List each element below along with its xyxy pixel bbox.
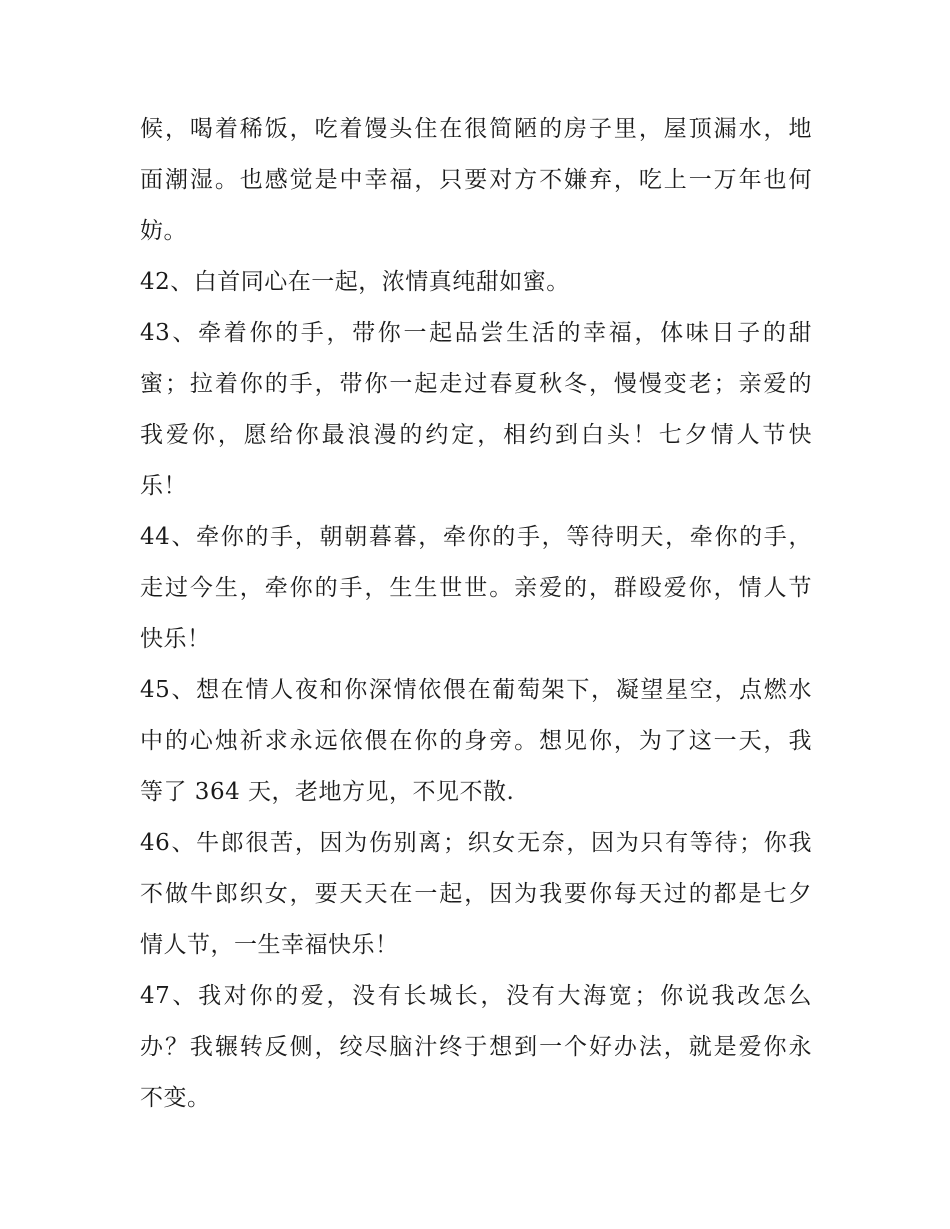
text-line: 44、牵你的手，朝朝暮暮，牵你的手，等待明天，牵你的手， (140, 524, 812, 550)
text-line: 不变。 (140, 1085, 211, 1111)
text-line: 中的心烛祈求永远依偎在你的身旁。想见你，为了这一天，我 (140, 728, 812, 754)
document-body (140, 104, 812, 1124)
text-line: 快乐！ (140, 626, 211, 652)
text-line: 办？我辗转反侧，绞尽脑汁终于想到一个好办法，就是爱你永 (140, 1034, 812, 1060)
text-line: 面潮湿。也感觉是中幸福，只要对方不嫌弃，吃上一万年也何 (140, 167, 812, 193)
text-line: 不做牛郎织女，要天天在一起，因为我要你每天过的都是七夕 (140, 881, 812, 907)
text-line: 乐！ (140, 473, 187, 499)
text-line: 47、我对你的爱，没有长城长，没有大海宽；你说我改怎么 (140, 983, 812, 1009)
text-line: 46、牛郎很苦，因为伤别离；织女无奈，因为只有等待；你我 (140, 830, 812, 856)
text-line: 候，喝着稀饭，吃着馒头住在很简陋的房子里，屋顶漏水，地 (140, 116, 812, 142)
text-line: 45、想在情人夜和你深情依偎在葡萄架下，凝望星空，点燃水 (140, 677, 812, 703)
text-line: 妨。 (140, 218, 187, 244)
text-line: 43、牵着你的手，带你一起品尝生活的幸福，体味日子的甜 (140, 320, 812, 346)
text-line: 我爱你，愿给你最浪漫的约定，相约到白头！七夕情人节快 (140, 422, 812, 448)
text-line: 等了 364 天，老地方见，不见不散. (140, 779, 515, 805)
text-line: 走过今生，牵你的手，生生世世。亲爱的，群殴爱你，情人节 (140, 575, 812, 601)
text-line: 42、白首同心在一起，浓情真纯甜如蜜。 (140, 269, 570, 295)
text-line: 蜜；拉着你的手，带你一起走过春夏秋冬，慢慢变老；亲爱的 (140, 371, 812, 397)
text-line: 情人节，一生幸福快乐！ (140, 932, 399, 958)
